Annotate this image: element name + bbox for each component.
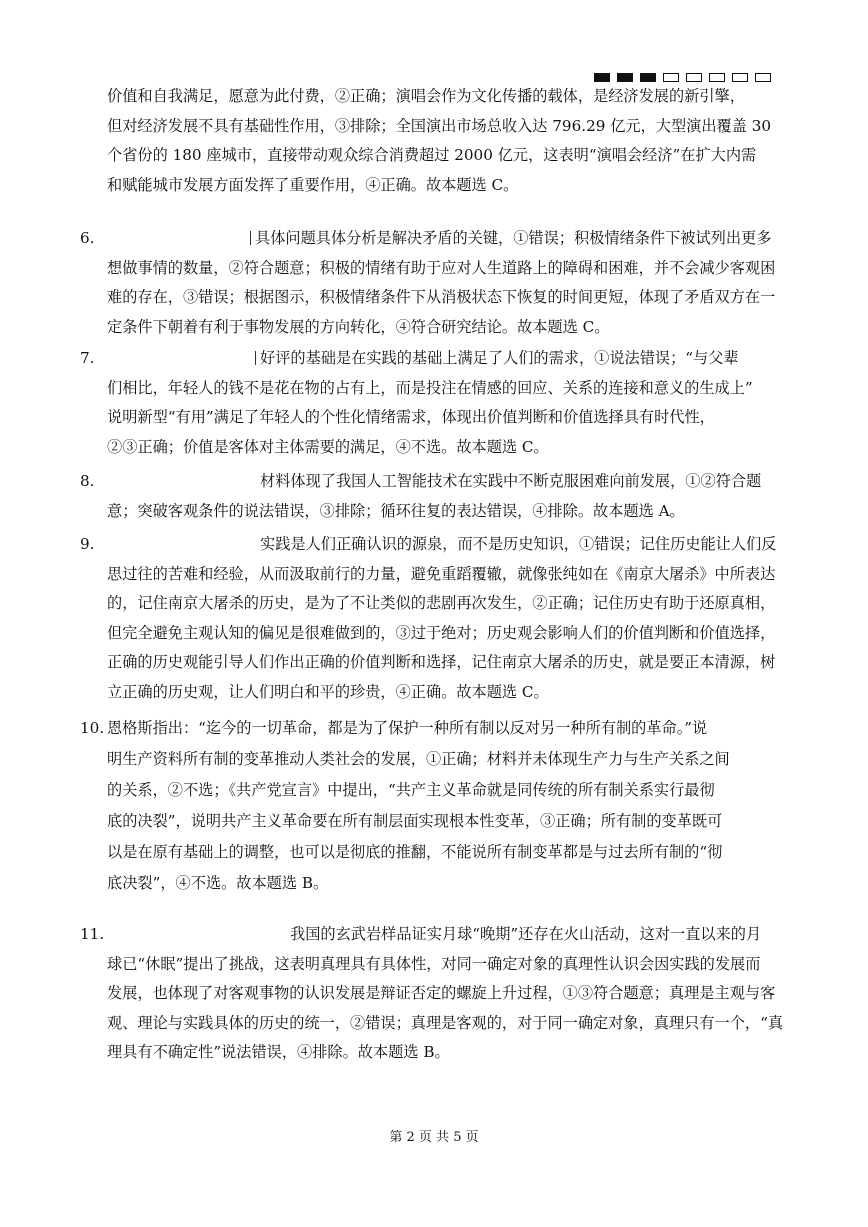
answer-11: [80, 920, 800, 1068]
text-line: 观、理论与实践具体的历史的统一，②错误；真理是客观的，对于同一确定对象，真理只有一个，“真: [107, 1013, 784, 1032]
progress-mark: [732, 73, 748, 82]
text-line: 具体问题具体分析是解决矛盾的关键，①错误；积极情绪条件下被试列出更多: [255, 229, 772, 247]
text-line: 个省份的 180 座城市，直接带动观众综合消费超过 2000 亿元，这表明“演唱会经济”在扩大内需: [107, 146, 757, 164]
text-line: 的，记住南京大屠杀的历史，是为了不让类似的悲剧再次发生，②正确；记住历史有助于还原真相，: [107, 594, 776, 612]
answer-5-continued: [80, 82, 800, 200]
text-line: 正确的历史观能引导人们作出正确的价值判断和选择，记住南京大屠杀的历史，就是要正本清源，树: [107, 653, 776, 671]
redaction-mark: [255, 351, 256, 365]
question-number: 9.: [80, 535, 95, 553]
text-line: 好评的基础是在实践的基础上满足了人们的需求，①说法错误；“与父辈: [260, 349, 739, 367]
text-line: 底的决裂”，说明共产主义革命要在所有制层面实现根本性变革，③正确；所有制的变革既可: [107, 812, 723, 830]
progress-mark: [640, 73, 656, 82]
progress-mark: [709, 73, 725, 82]
text-line: 底决裂”，④不选。故本题选 B。: [107, 874, 329, 892]
progress-mark: [594, 73, 610, 82]
question-number: 10.: [80, 719, 105, 737]
answer-6: [80, 224, 800, 342]
text-line: 材料体现了我国人工智能技术在实践中不断克服困难向前发展，①②符合题: [260, 472, 762, 490]
text-line: 难的存在，③错误；根据图示，积极情绪条件下从消极状态下恢复的时间更短，体现了矛盾双方在一: [107, 288, 776, 306]
progress-mark: [686, 73, 702, 82]
progress-mark: [617, 73, 633, 82]
question-number: 11.: [80, 925, 105, 943]
text-line: 立正确的历史观，让人们明白和平的珍贵，④正确。故本题选 C。: [107, 682, 549, 701]
answer-10: [80, 713, 800, 899]
text-line: 意；突破客观条件的说法错误，③排除；循环往复的表达错误，④排除。故本题选 A。: [107, 501, 685, 520]
text-line: 价值和自我满足，愿意为此付费，②正确；演唱会作为文化传播的载体，是经济发展的新引擎，: [107, 87, 745, 105]
answer-9: [80, 530, 800, 707]
text-line: 发展，也体现了对客观事物的认识发展是辩证否定的螺旋上升过程，①③符合题意；真理是主观与客: [107, 984, 776, 1002]
text-line: 的关系，②不选；《共产党宣言》中提出，“共产主义革命就是同传统的所有制关系实行最彻: [107, 781, 715, 799]
text-line: 和赋能城市发展方面发挥了重要作用，④正确。故本题选 C。: [107, 175, 519, 194]
text-line: 但对经济发展不具有基础性作用，③排除；全国演出市场总收入达 796.29 亿元，大型演出覆盖 30: [107, 116, 772, 135]
answer-7: [80, 344, 800, 462]
text-line: 球已“休眠”提出了挑战，这表明真理具有具体性，对同一确定对象的真理性认识会因实践的发展而: [107, 954, 761, 973]
text-line: 定条件下朝着有利于事物发展的方向转化，④符合研究结论。故本题选 C。: [107, 317, 610, 336]
redaction-mark: [250, 231, 251, 245]
question-number: 8.: [80, 472, 95, 490]
question-number: 6.: [80, 229, 95, 247]
text-line: 明生产资料所有制的变革推动人类社会的发展，①正确；材料并未体现生产力与生产关系之间: [107, 750, 730, 768]
page-footer: 第 2 页 共 5 页: [389, 1130, 479, 1145]
text-line: 但完全避免主观认知的偏见是很难做到的，③过于绝对；历史观会影响人们的价值判断和价值选择，: [107, 623, 776, 642]
text-line: 理具有不确定性”说法错误，④排除。故本题选 B。: [107, 1043, 450, 1061]
text-line: 我国的玄武岩样品证实月球“晚期”还存在火山活动，这对一直以来的月: [290, 925, 762, 943]
progress-mark: [663, 73, 679, 82]
text-line: 以是在原有基础上的调整，也可以是彻底的推翻，不能说所有制变革都是与过去所有制的“彻: [107, 843, 723, 861]
question-number: 7.: [80, 349, 95, 367]
text-line: 想做事情的数量，②符合题意；积极的情绪有助于应对人生道路上的障碍和困难，并不会减少客观困: [107, 258, 776, 277]
progress-marks: [594, 73, 771, 82]
text-line: 思过往的苦难和经验，从而汲取前行的力量，避免重蹈覆辙，就像张纯如在《南京大屠杀》中所表达: [107, 564, 776, 583]
answer-8: [80, 467, 800, 526]
text-line: 恩格斯指出：“迄今的一切革命，都是为了保护一种所有制以反对另一种所有制的革命。”说: [107, 719, 708, 737]
text-line: ②③正确；价值是客体对主体需要的满足，④不选。故本题选 C。: [107, 437, 549, 456]
text-line: 说明新型“有用”满足了年轻人的个性化情绪需求，体现出价值判断和价值选择具有时代性，: [107, 408, 715, 426]
text-line: 实践是人们正确认识的源泉，而不是历史知识，①错误；记住历史能让人们反: [260, 535, 777, 553]
text-line: 们相比，年轻人的钱不是花在物的占有上，而是投注在情感的回应、关系的连接和意义的生成上”: [107, 378, 753, 397]
progress-mark: [755, 73, 771, 82]
